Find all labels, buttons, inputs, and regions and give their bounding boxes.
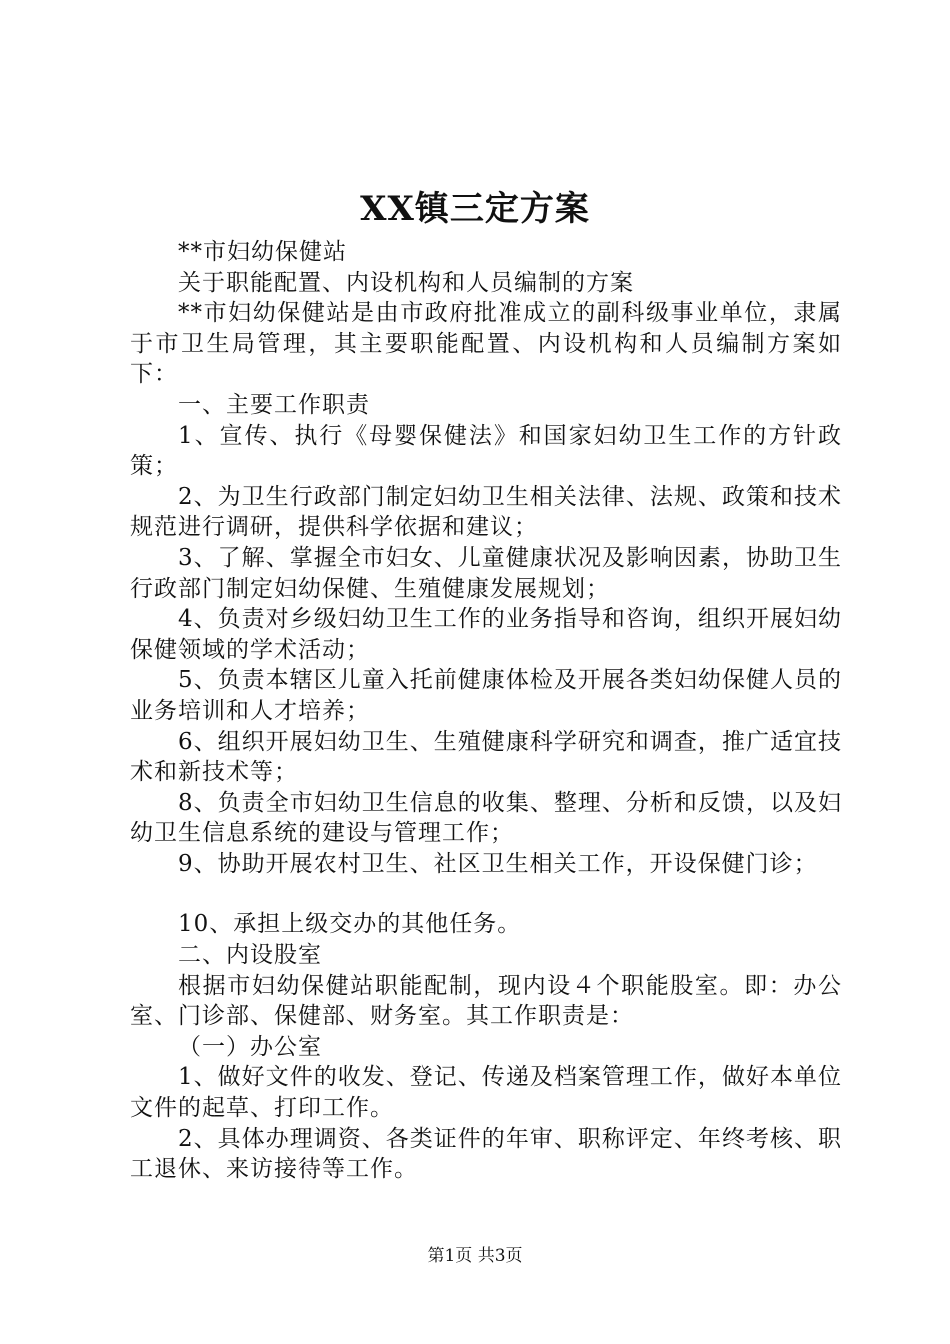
page-number-footer: 第1页 共3页 [427,1246,523,1266]
paragraph-duty-3: 3、了解、掌握全市妇女、儿童健康状况及影响因素，协助卫生行政部门制定妇幼保健、生殖健康发展规划； [130,544,842,602]
paragraph-duty-2: 2、为卫生行政部门制定妇幼卫生相关法律、法规、政策和技术规范进行调研，提供科学依据和建议； [130,483,842,541]
paragraph-departments-intro: 根据市妇幼保健站职能配制，现内设４个职能股室。即：办公室、门诊部、保健部、财务室。其工作职责是： [130,972,842,1030]
heading-main-duties: 一、主要工作职责 [178,391,370,418]
paragraph-subtitle: 关于职能配置、内设机构和人员编制的方案 [178,269,634,296]
paragraph-duty-9: 9、协助开展农村卫生、社区卫生相关工作，开设保健门诊； [178,850,818,877]
paragraph-office-duty-2: 2、具体办理调资、各类证件的年审、职称评定、年终考核、职工退休、来访接待等工作。 [130,1125,842,1183]
heading-internal-departments: 二、内设股室 [178,942,322,969]
document-title: XX镇三定方案 [360,189,590,229]
paragraph-duty-4: 4、负责对乡级妇幼卫生工作的业务指导和咨询，组织开展妇幼保健领域的学术活动； [130,606,842,663]
heading-office: （一）办公室 [178,1033,322,1060]
paragraph-office-duty-1: 1、做好文件的收发、登记、传递及档案管理工作，做好本单位文件的起草、打印工作。 [130,1064,842,1122]
paragraph-duty-10: 10、承担上级交办的其他任务。 [178,911,522,938]
paragraph-duty-8: 8、负责全市妇幼卫生信息的收集、整理、分析和反馈，以及妇幼卫生信息系统的建设与管理工作； [130,789,842,847]
document-body [130,237,842,1185]
paragraph-intro: **市妇幼保健站是由市政府批准成立的副科级事业单位，隶属于市卫生局管理，其主要职能配置、内设机构和人员编制方案如下： [130,300,842,388]
paragraph-duty-6: 6、组织开展妇幼卫生、生殖健康科学研究和调查，推广适宜技术和新技术等； [130,728,842,786]
paragraph-org-name: **市妇幼保健站 [178,239,347,265]
paragraph-duty-5: 5、负责本辖区儿童入托前健康体检及开展各类妇幼保健人员的业务培训和人才培养； [130,667,842,724]
paragraph-duty-1: 1、宣传、执行《母婴保健法》和国家妇幼卫生工作的方针政策； [130,422,842,480]
